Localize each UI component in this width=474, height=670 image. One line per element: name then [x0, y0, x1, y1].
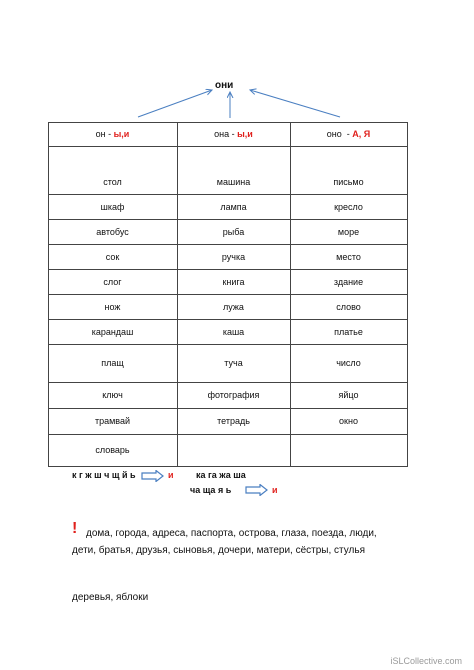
note-line-2: дети, братья, друзья, сыновья, дочери, матери, сёстры, стулья: [72, 545, 365, 556]
cell-masc-3: сок: [105, 251, 120, 262]
cell-neut-8: яйцо: [338, 390, 359, 400]
cell-masc-1: шкаф: [100, 201, 125, 212]
table-border-bottom: [48, 466, 408, 467]
rule2-arrow-icon: [245, 484, 269, 496]
noun-table: [48, 122, 408, 467]
cell-fem-4: книга: [222, 276, 245, 287]
cell-masc-0: стол: [103, 177, 122, 187]
arrows-to-title: [0, 0, 474, 130]
rule1-result: и: [168, 470, 174, 480]
header-masculine: он - ы,и: [95, 129, 130, 139]
note-line-3: деревья, яблоки: [72, 592, 149, 603]
cell-neut-4: здание: [333, 276, 364, 287]
rule2-result: и: [272, 485, 278, 495]
cell-fem-5: лужа: [223, 301, 244, 312]
exclamation-mark: !: [72, 520, 78, 537]
cell-masc-7: плащ: [101, 358, 124, 368]
cell-fem-10: [177, 434, 290, 466]
header-neuter: оно - А, Я: [326, 129, 371, 139]
cell-neut-0: письмо: [333, 177, 364, 187]
cell-fem-2: рыба: [222, 226, 245, 237]
watermark: iSLCollective.com: [390, 656, 462, 666]
cell-neut-10: [290, 434, 407, 466]
rule1-letters: к г ж ш ч щ й ь: [72, 470, 136, 480]
cell-masc-10: словарь: [95, 445, 130, 455]
cell-fem-9: тетрадь: [217, 416, 250, 426]
cell-masc-8: ключ: [102, 390, 123, 400]
cell-masc-4: слог: [103, 276, 122, 287]
cell-fem-0: машина: [216, 177, 251, 187]
cell-fem-7: туча: [224, 358, 243, 368]
cell-neut-6: платье: [334, 326, 363, 337]
cell-neut-2: море: [337, 226, 360, 237]
cell-masc-9: трамвай: [94, 416, 131, 426]
cell-fem-1: лампа: [220, 201, 247, 212]
cell-masc-6: карандаш: [91, 326, 134, 337]
cell-neut-7: число: [336, 358, 361, 368]
header-feminine: она - ы,и: [214, 129, 253, 139]
arrow-left: [138, 90, 212, 117]
cell-neut-9: окно: [339, 416, 358, 426]
cell-fem-6: каша: [222, 326, 245, 337]
cell-neut-3: место: [336, 251, 361, 262]
cell-fem-8: фотография: [207, 390, 260, 400]
cell-masc-5: нож: [104, 301, 121, 312]
cell-masc-2: автобус: [96, 226, 129, 237]
cell-neut-1: кресло: [334, 201, 363, 212]
rule1-extra: ка га жа ша: [196, 470, 246, 480]
rule2-letters: ча ща я ь: [190, 485, 232, 495]
cell-neut-5: слово: [336, 301, 361, 312]
note-line-1: дома, города, адреса, паспорта, острова, глаза, поезда, люди,: [86, 528, 377, 539]
rule1-arrow-icon: [141, 470, 165, 482]
cell-fem-3: ручка: [221, 251, 246, 262]
arrow-right: [250, 90, 340, 117]
page-title: они: [215, 80, 234, 91]
